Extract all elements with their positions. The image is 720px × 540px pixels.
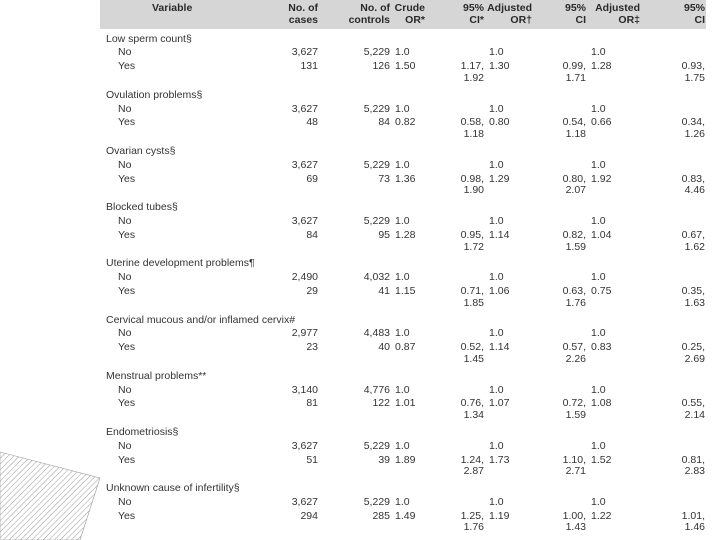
ci-cell	[533, 158, 587, 172]
cases-cell: 3,627	[291, 158, 318, 171]
controls-cell: 5,229	[363, 102, 390, 115]
variable-label: Unknown cause of infertility§	[106, 482, 240, 495]
level-cell: Yes	[118, 509, 136, 522]
adjusted-or-cell: 1.19	[489, 509, 510, 522]
ci-cell	[426, 270, 485, 284]
controls-cell: 126	[372, 60, 390, 73]
ci-upper: 2.69	[684, 352, 705, 365]
variable-label: Low sperm count§	[106, 32, 192, 45]
variable-label: Ovarian cysts§	[106, 144, 176, 157]
ci-upper: 1.26	[684, 128, 705, 141]
level-cell: Yes	[118, 60, 136, 73]
cases-cell: 131	[300, 60, 318, 73]
ci-lower: 0.98,	[460, 172, 484, 185]
crude-or-cell: 1.0	[395, 327, 410, 340]
adjusted-or-cell: 1.92	[591, 172, 612, 185]
results-table-container	[100, 0, 706, 540]
adjusted-or-cell: 1.0	[489, 214, 504, 227]
cases-cell: 81	[306, 397, 318, 410]
cases-cell: 3,140	[291, 383, 318, 396]
ci-cell	[426, 102, 485, 116]
adjusted-or-cell: 1.08	[591, 397, 612, 410]
ci-upper: 2.87	[463, 465, 484, 478]
cases-cell: 29	[306, 284, 318, 297]
adjusted-or-cell: 1.0	[591, 46, 606, 59]
header-adjusted-or-1: Adjusted OR†	[487, 2, 532, 26]
ci-cell	[533, 383, 587, 397]
level-cell: No	[118, 102, 132, 115]
ci-cell	[641, 158, 706, 172]
table-header	[100, 0, 706, 29]
level-cell: Yes	[118, 341, 136, 354]
ci-cell	[533, 340, 587, 366]
ci-cell	[641, 340, 706, 366]
adjusted-or-cell: 1.0	[591, 383, 606, 396]
adjusted-or-cell: 1.0	[591, 102, 606, 115]
cases-cell: 294	[300, 509, 318, 522]
ci-cell	[641, 102, 706, 116]
adjusted-or-cell: 1.30	[489, 60, 510, 73]
ci-upper: 2.71	[565, 465, 586, 478]
ci-lower: 0.82,	[562, 228, 586, 241]
adjusted-or-cell: 1.04	[591, 228, 612, 241]
cases-cell: 2,490	[291, 271, 318, 284]
ci-lower: 1.00,	[562, 509, 586, 522]
adjusted-or-cell: 1.0	[489, 46, 504, 59]
table-body	[100, 29, 706, 535]
controls-cell: 5,229	[363, 158, 390, 171]
header-crude-or: Crude OR*	[394, 2, 425, 26]
ci-upper: 1.59	[565, 409, 586, 422]
table-row	[100, 102, 706, 116]
adjusted-or-cell: 1.14	[489, 228, 510, 241]
level-cell: No	[118, 383, 132, 396]
controls-cell: 5,229	[363, 439, 390, 452]
ci-upper: 1.72	[463, 240, 484, 253]
ci-cell	[641, 495, 706, 509]
ci-lower: 0.25,	[681, 341, 705, 354]
ci-cell	[641, 453, 706, 479]
adjusted-or-cell: 1.0	[591, 158, 606, 171]
adjusted-or-cell: 1.52	[591, 453, 612, 466]
variable-label: Menstrual problems**	[106, 369, 207, 382]
cases-cell: 84	[306, 228, 318, 241]
ci-cell	[426, 214, 485, 228]
crude-or-cell: 1.0	[395, 102, 410, 115]
ci-cell	[426, 453, 485, 479]
table-row	[100, 340, 706, 366]
ci-lower: 1.17,	[460, 60, 484, 73]
level-cell: Yes	[118, 284, 136, 297]
ci-cell	[426, 340, 485, 366]
adjusted-or-cell: 1.07	[489, 397, 510, 410]
controls-cell: 41	[378, 284, 390, 297]
header-ci-3: 95% CI	[683, 2, 705, 26]
crude-or-cell: 1.0	[395, 214, 410, 227]
variable-label: Endometriosis§	[106, 425, 179, 438]
ci-cell	[533, 509, 587, 535]
ci-cell	[533, 214, 587, 228]
group-row	[100, 85, 706, 102]
crude-or-cell: 1.01	[395, 397, 416, 410]
ci-lower: 0.67,	[681, 228, 705, 241]
table-row	[100, 453, 706, 479]
table-row	[100, 228, 706, 254]
ci-lower: 0.99,	[562, 60, 586, 73]
ci-cell	[426, 45, 485, 59]
ci-upper: 2.07	[565, 184, 586, 197]
table-row	[100, 284, 706, 310]
level-cell: Yes	[118, 116, 136, 129]
crude-or-cell: 1.0	[395, 158, 410, 171]
adjusted-or-cell: 1.0	[489, 158, 504, 171]
ci-upper: 1.45	[463, 352, 484, 365]
adjusted-or-cell: 1.14	[489, 341, 510, 354]
variable-label: Ovulation problems§	[106, 88, 203, 101]
adjusted-or-cell: 1.0	[591, 495, 606, 508]
controls-cell: 84	[378, 116, 390, 129]
ci-cell	[426, 284, 485, 310]
ci-cell	[641, 509, 706, 535]
crude-or-cell: 1.28	[395, 228, 416, 241]
level-cell: No	[118, 327, 132, 340]
ci-lower: 0.34,	[681, 116, 705, 129]
ci-cell	[641, 396, 706, 422]
group-row	[100, 422, 706, 439]
ci-lower: 0.76,	[460, 397, 484, 410]
cases-cell: 3,627	[291, 495, 318, 508]
crude-or-cell: 1.49	[395, 509, 416, 522]
cases-cell: 69	[306, 172, 318, 185]
ci-upper: 1.18	[463, 128, 484, 141]
ci-cell	[641, 45, 706, 59]
ci-cell	[533, 45, 587, 59]
table-row	[100, 45, 706, 59]
header-variable: Variable	[152, 2, 193, 14]
ci-lower: 0.57,	[562, 341, 586, 354]
ci-lower: 0.93,	[681, 60, 705, 73]
crude-or-cell: 1.15	[395, 284, 416, 297]
cases-cell: 3,627	[291, 214, 318, 227]
variable-label: Cervical mucous and/or inflamed cervix#	[106, 313, 296, 326]
cases-cell: 2,977	[291, 327, 318, 340]
group-row	[100, 478, 706, 495]
adjusted-or-cell: 0.66	[591, 116, 612, 129]
level-cell: No	[118, 46, 132, 59]
table-row	[100, 270, 706, 284]
ci-cell	[426, 495, 485, 509]
ci-cell	[533, 396, 587, 422]
adjusted-or-cell: 1.28	[591, 60, 612, 73]
ci-cell	[641, 214, 706, 228]
cases-cell: 3,627	[291, 46, 318, 59]
group-row	[100, 253, 706, 270]
level-cell: No	[118, 158, 132, 171]
ci-cell	[641, 228, 706, 254]
ci-upper: 1.34	[463, 409, 484, 422]
cases-cell: 23	[306, 341, 318, 354]
variable-label: Uterine development problems¶	[106, 257, 255, 270]
controls-cell: 73	[378, 172, 390, 185]
ci-upper: 1.43	[565, 521, 586, 534]
header-adjusted-or-2: Adjusted OR‡	[595, 2, 640, 26]
group-row	[100, 29, 706, 46]
ci-lower: 0.58,	[460, 116, 484, 129]
ci-cell	[533, 270, 587, 284]
adjusted-or-cell: 1.0	[591, 327, 606, 340]
table-row	[100, 158, 706, 172]
ci-cell	[533, 439, 587, 453]
ci-lower: 0.72,	[562, 397, 586, 410]
ci-cell	[426, 59, 485, 85]
controls-cell: 40	[378, 341, 390, 354]
adjusted-or-cell: 1.0	[489, 327, 504, 340]
adjusted-or-cell: 1.0	[489, 495, 504, 508]
table-row	[100, 326, 706, 340]
ci-lower: 0.80,	[562, 172, 586, 185]
ci-cell	[533, 228, 587, 254]
ci-upper: 1.76	[565, 296, 586, 309]
table-row	[100, 439, 706, 453]
group-row	[100, 141, 706, 158]
ci-upper: 1.59	[565, 240, 586, 253]
group-row	[100, 310, 706, 327]
level-cell: Yes	[118, 453, 136, 466]
ci-cell	[641, 439, 706, 453]
ci-lower: 0.71,	[460, 284, 484, 297]
adjusted-or-cell: 1.73	[489, 453, 510, 466]
ci-lower: 0.35,	[681, 284, 705, 297]
ci-lower: 1.10,	[562, 453, 586, 466]
odds-ratio-table	[100, 0, 706, 534]
ci-upper: 2.26	[565, 352, 586, 365]
ci-lower: 0.54,	[562, 116, 586, 129]
adjusted-or-cell: 1.29	[489, 172, 510, 185]
crude-or-cell: 1.0	[395, 383, 410, 396]
ci-cell	[641, 59, 706, 85]
cases-cell: 3,627	[291, 439, 318, 452]
table-row	[100, 214, 706, 228]
table-row	[100, 495, 706, 509]
ci-cell	[533, 59, 587, 85]
crude-or-cell: 1.0	[395, 495, 410, 508]
header-controls: No. of controls	[348, 2, 390, 26]
ci-lower: 0.63,	[562, 284, 586, 297]
ci-cell	[426, 383, 485, 397]
ci-cell	[641, 172, 706, 198]
crude-or-cell: 1.36	[395, 172, 416, 185]
cases-cell: 48	[306, 116, 318, 129]
ci-cell	[426, 115, 485, 141]
adjusted-or-cell: 1.0	[591, 439, 606, 452]
ci-cell	[533, 453, 587, 479]
ci-lower: 1.25,	[460, 509, 484, 522]
crude-or-cell: 0.82	[395, 116, 416, 129]
table-row	[100, 115, 706, 141]
ci-lower: 0.55,	[681, 397, 705, 410]
ci-lower: 0.81,	[681, 453, 705, 466]
ci-upper: 1.90	[463, 184, 484, 197]
controls-cell: 5,229	[363, 214, 390, 227]
header-row	[100, 0, 706, 29]
variable-label: Blocked tubes§	[106, 201, 178, 214]
ci-cell	[641, 115, 706, 141]
controls-cell: 285	[372, 509, 390, 522]
ci-cell	[533, 326, 587, 340]
crude-or-cell: 1.50	[395, 60, 416, 73]
controls-cell: 5,229	[363, 495, 390, 508]
level-cell: Yes	[118, 228, 136, 241]
ci-lower: 1.01,	[681, 509, 705, 522]
level-cell: No	[118, 439, 132, 452]
table-row	[100, 383, 706, 397]
adjusted-or-cell: 0.83	[591, 341, 612, 354]
level-cell: Yes	[118, 172, 136, 185]
ci-cell	[533, 495, 587, 509]
controls-cell: 95	[378, 228, 390, 241]
ci-cell	[426, 509, 485, 535]
ci-cell	[426, 396, 485, 422]
ci-upper: 4.46	[684, 184, 705, 197]
cases-cell: 51	[306, 453, 318, 466]
table-row	[100, 396, 706, 422]
ci-upper: 1.92	[463, 71, 484, 84]
ci-cell	[641, 284, 706, 310]
ci-lower: 0.95,	[460, 228, 484, 241]
ci-cell	[426, 172, 485, 198]
ci-upper: 1.75	[684, 71, 705, 84]
ci-cell	[533, 102, 587, 116]
table-row	[100, 172, 706, 198]
ci-upper: 1.63	[684, 296, 705, 309]
adjusted-or-cell: 1.0	[489, 439, 504, 452]
group-row	[100, 197, 706, 214]
controls-cell: 122	[372, 397, 390, 410]
crude-or-cell: 1.89	[395, 453, 416, 466]
adjusted-or-cell: 1.22	[591, 509, 612, 522]
ci-upper: 2.14	[684, 409, 705, 422]
ci-upper: 1.18	[565, 128, 586, 141]
table-row	[100, 59, 706, 85]
adjusted-or-cell: 1.0	[489, 271, 504, 284]
ci-cell	[426, 228, 485, 254]
controls-cell: 39	[378, 453, 390, 466]
controls-cell: 4,776	[363, 383, 390, 396]
level-cell: No	[118, 214, 132, 227]
ci-cell	[641, 326, 706, 340]
ci-lower: 0.52,	[460, 341, 484, 354]
ci-upper: 1.76	[463, 521, 484, 534]
crude-or-cell: 0.87	[395, 341, 416, 354]
crude-or-cell: 1.0	[395, 439, 410, 452]
group-row	[100, 366, 706, 383]
level-cell: Yes	[118, 397, 136, 410]
adjusted-or-cell: 1.0	[489, 383, 504, 396]
header-cases: No. of cases	[288, 2, 318, 26]
ci-cell	[533, 115, 587, 141]
adjusted-or-cell: 0.75	[591, 284, 612, 297]
adjusted-or-cell: 1.0	[591, 214, 606, 227]
adjusted-or-cell: 1.0	[591, 271, 606, 284]
ci-upper: 1.71	[565, 71, 586, 84]
header-ci-1: 95% CI*	[462, 2, 484, 26]
ci-cell	[641, 270, 706, 284]
controls-cell: 4,483	[363, 327, 390, 340]
controls-cell: 4,032	[363, 271, 390, 284]
cases-cell: 3,627	[291, 102, 318, 115]
level-cell: No	[118, 495, 132, 508]
ci-upper: 1.46	[684, 521, 705, 534]
ci-cell	[426, 439, 485, 453]
controls-cell: 5,229	[363, 46, 390, 59]
crude-or-cell: 1.0	[395, 46, 410, 59]
ci-upper: 1.62	[684, 240, 705, 253]
adjusted-or-cell: 1.0	[489, 102, 504, 115]
ci-lower: 1.24,	[460, 453, 484, 466]
ci-cell	[533, 284, 587, 310]
table-row	[100, 509, 706, 535]
ci-upper: 1.85	[463, 296, 484, 309]
ci-cell	[426, 326, 485, 340]
header-ci-2: 95% CI	[564, 2, 586, 26]
ci-cell	[641, 383, 706, 397]
ci-lower: 0.83,	[681, 172, 705, 185]
crude-or-cell: 1.0	[395, 271, 410, 284]
ci-cell	[426, 158, 485, 172]
ci-upper: 2.83	[684, 465, 705, 478]
level-cell: No	[118, 271, 132, 284]
adjusted-or-cell: 1.06	[489, 284, 510, 297]
adjusted-or-cell: 0.80	[489, 116, 510, 129]
ci-cell	[533, 172, 587, 198]
